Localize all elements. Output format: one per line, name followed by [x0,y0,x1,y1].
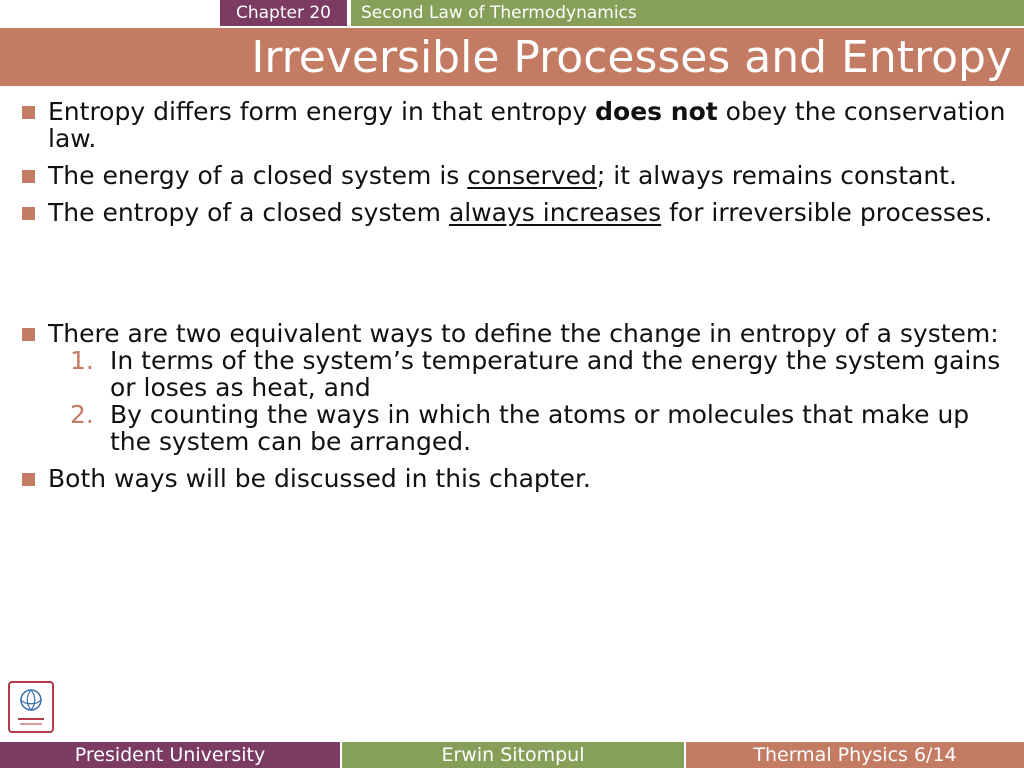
chapter-label: Chapter 20 [220,0,347,26]
top-bar [0,0,1024,26]
footer-course-page: Thermal Physics 6/14 [686,742,1024,768]
item-number: 2. [70,400,94,429]
bullet-text: Both ways will be discussed in this chapter. [48,464,591,493]
bullet-square-icon [22,207,35,220]
slide-title: Irreversible Processes and Entropy [251,32,1012,83]
bullet-text: Entropy differs form energy in that entropy [48,97,596,126]
slide-content [22,98,1012,502]
bullet-entropy-increases [22,199,1012,226]
bullet-square-icon [22,106,35,119]
bullet-two-ways [22,320,1012,455]
bullet-text: There are two equivalent ways to define the change in entropy of a system: [48,319,999,348]
bullet-square-icon [22,170,35,183]
bullet-both-ways [22,465,1012,492]
university-logo-icon [8,681,54,733]
underlined-text: conserved [467,161,597,190]
item-text: In terms of the system’s temperature and the energy the system gains or loses as heat, and [110,346,1001,402]
item-number: 1. [70,346,94,375]
bold-text: does not [595,97,718,126]
logo-emblem [10,683,52,731]
topic-label: Second Law of Thermodynamics [351,0,1024,26]
bullet-square-icon [22,328,35,341]
bullet-text: The entropy of a closed system [48,198,449,227]
footer-author: Erwin Sitompul [342,742,684,768]
bullet-entropy-conservation [22,98,1012,152]
bullet-text: obey the conservation law. [48,97,1006,153]
item-text: By counting the ways in which the atoms or molecules that make up the system can be arranged. [110,400,970,456]
underlined-text: always increases [448,198,662,227]
bullet-energy-conserved [22,162,1012,189]
spacer [22,236,1012,320]
numbered-item-2 [22,401,1012,455]
bullet-text: for irreversible processes. [661,198,993,227]
bullet-text: The energy of a closed system is [48,161,468,190]
footer-university: President University [0,742,340,768]
bullet-text: ; it always remains constant. [596,161,957,190]
footer-bar [0,742,1024,768]
bullet-square-icon [22,473,35,486]
numbered-item-1 [22,347,1012,401]
